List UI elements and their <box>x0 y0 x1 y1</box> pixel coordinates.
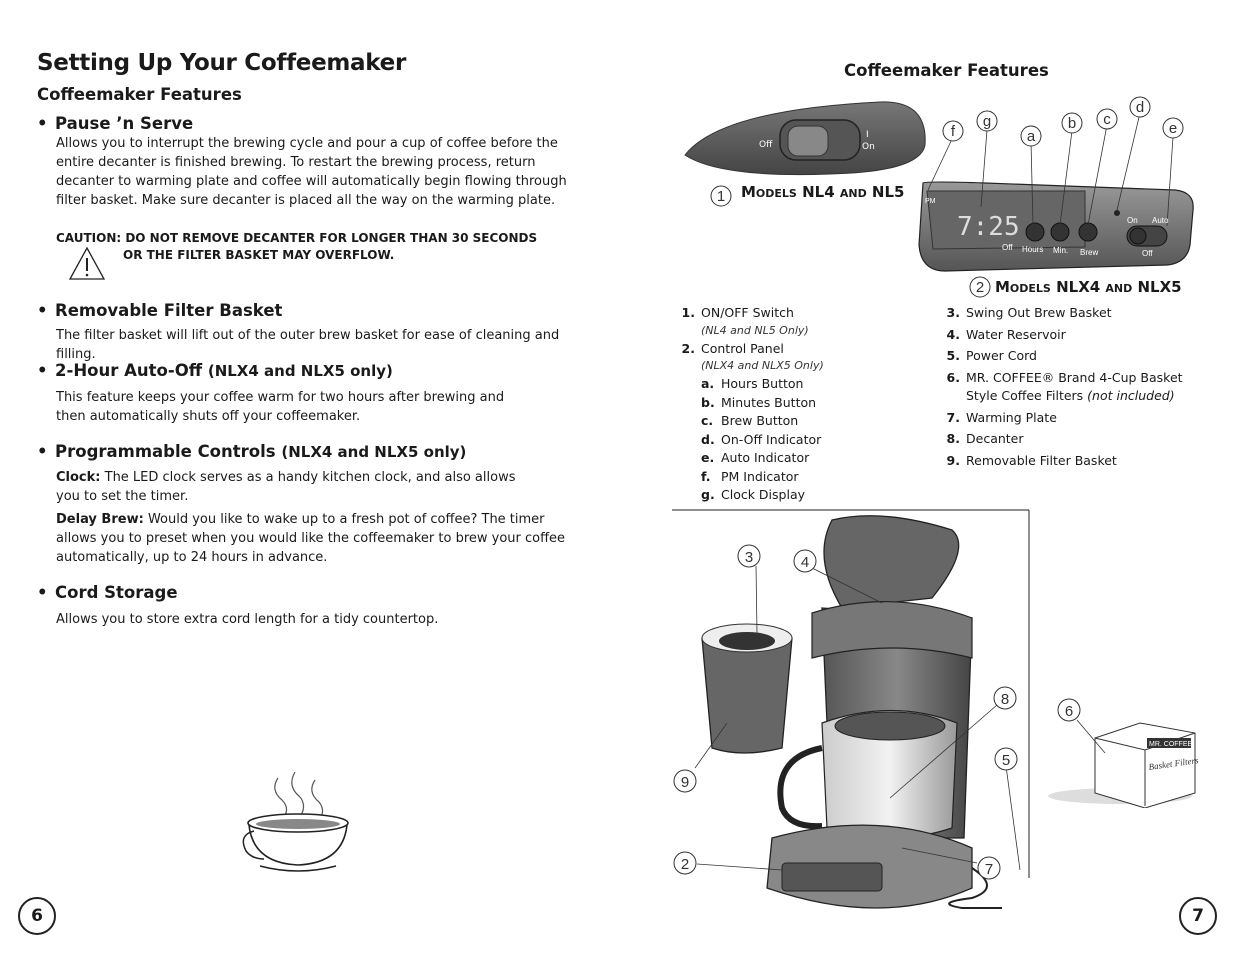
cord-storage-text: Allows you to store extra cord length for a tidy countertop. <box>56 612 439 627</box>
svg-text:2: 2 <box>680 856 690 873</box>
delay-brew-text: Delay Brew: Would you like to wake up to a fresh pot of coffee? The timer allows you to preset when you would like the coffeemaker to brew your coffee automatically, up to 24 hours in advance. <box>56 512 566 565</box>
feature-heading-pause-serve: • Pause ’n Serve <box>37 114 194 133</box>
section-subtitle: Coffeemaker Features <box>37 85 242 104</box>
svg-text:7:25: 7:25 <box>957 212 1020 242</box>
caution-line-2: OR THE FILTER BASKET MAY OVERFLOW. <box>123 248 395 262</box>
list-item: 9. Removable Filter Basket <box>946 452 1117 468</box>
feature-heading-auto-off: • 2-Hour Auto-Off (NLX4 and NLX5 only) <box>37 361 393 380</box>
svg-text:8: 8 <box>1000 691 1010 708</box>
filter-basket-text: The filter basket will lift out of the outer brew basket for ease of cleaning and filling. <box>56 328 560 362</box>
list-item: a. Hours Button <box>701 376 804 391</box>
list-item: f. PM Indicator <box>701 468 799 484</box>
list-item: 2. Control Panel <box>681 340 784 356</box>
control-panel-illustration <box>905 95 1205 280</box>
feature-heading-filter-basket: • Removable Filter Basket <box>37 301 283 320</box>
svg-text:5: 5 <box>1001 752 1011 769</box>
clock-text: Clock: The LED clock serves as a handy kitchen clock, and also allows you to set the timer. <box>56 470 516 504</box>
svg-text:7: 7 <box>984 861 994 878</box>
callout-circle-1 <box>709 184 733 208</box>
svg-text:d: d <box>1135 99 1145 116</box>
list-item: 4. Water Reservoir <box>946 326 1066 342</box>
on-off-switch-illustration <box>680 100 930 180</box>
svg-text:Auto: Auto <box>1152 216 1169 225</box>
list-item: 8. Decanter <box>946 431 1024 446</box>
warning-icon <box>68 246 106 282</box>
svg-text:f: f <box>950 123 956 140</box>
list-item: 7. Warming Plate <box>946 409 1057 425</box>
svg-text:4: 4 <box>800 554 810 571</box>
svg-text:b: b <box>1067 115 1077 132</box>
switch-off-label: Off <box>759 140 773 150</box>
svg-text:6: 6 <box>1064 703 1074 720</box>
list-item: 1. ON/OFF Switch <box>681 305 794 320</box>
svg-text:MR. COFFEE: MR. COFFEE <box>1149 741 1193 748</box>
svg-text:Off: Off <box>1142 249 1153 258</box>
switch-on-label: On <box>862 142 875 152</box>
right-page-title: Coffeemaker Features <box>844 61 1049 80</box>
svg-text:3: 3 <box>744 549 754 566</box>
model2-label: Models NLX4 and NLX5 <box>995 278 1182 296</box>
auto-off-text: This feature keeps your coffee warm for two hours after brewing and then automatically shuts off your coffeemaker. <box>56 390 505 424</box>
svg-text:1: 1 <box>716 188 726 205</box>
switch-on-mark: I <box>866 130 869 140</box>
page-title: Setting Up Your Coffeemaker <box>37 50 406 76</box>
filter-box-illustration <box>1045 698 1200 808</box>
svg-text:PM: PM <box>925 198 936 205</box>
parts-list-right: 3. Swing Out Brew Basket 4. Water Reservoir 5. Power Cord 6. MR. COFFEE® Brand 4-Cup Basket Style Coffee Filters (not included) 7. Warming Plate 8. Decanter 9. Removable Filter Basket <box>940 304 1200 470</box>
svg-text:2: 2 <box>975 279 985 296</box>
page-number-left: 6 <box>18 897 56 935</box>
list-item: 5. Power Cord <box>946 348 1037 363</box>
svg-text:a: a <box>1026 128 1036 145</box>
list-item: c. Brew Button <box>701 413 799 428</box>
svg-text:Off: Off <box>1002 243 1013 252</box>
model1-label: Models NL4 and NL5 <box>741 183 905 201</box>
pause-serve-text: Allows you to interrupt the brewing cycle and pour a cup of coffee before the entire decanter is finished brewing. To restart the brewing process, return decanter to warming plate and coffee will automatically begin flowing through filter basket. Make sure decanter is placed all the way on the warming plate. <box>56 136 567 208</box>
list-item: 3. Swing Out Brew Basket <box>946 305 1112 320</box>
svg-text:Min.: Min. <box>1053 246 1069 255</box>
svg-text:e: e <box>1168 120 1178 137</box>
list-item: d. On-Off Indicator <box>701 431 822 447</box>
svg-text:Brew: Brew <box>1080 248 1099 257</box>
page-number-right: 7 <box>1179 897 1217 935</box>
svg-text:c: c <box>1103 111 1111 128</box>
list-item: 6. MR. COFFEE® Brand 4-Cup Basket <box>946 369 1183 385</box>
feature-heading-programmable: • Programmable Controls (NLX4 and NLX5 only) <box>37 442 467 461</box>
svg-text:Basket Filters: Basket Filters <box>1147 755 1200 772</box>
feature-heading-cord-storage: • Cord Storage <box>37 583 178 602</box>
svg-text:On: On <box>1127 216 1138 225</box>
svg-text:g: g <box>982 113 992 130</box>
caution-line-1: CAUTION: DO NOT REMOVE DECANTER FOR LONGER THAN 30 SECONDS <box>56 231 538 245</box>
callout-circle-2-model <box>968 275 992 299</box>
coffee-cup-illustration <box>240 768 355 878</box>
list-item: e. Auto Indicator <box>701 450 810 465</box>
list-item: g. Clock Display <box>701 487 806 502</box>
list-item: b. Minutes Button <box>701 394 817 410</box>
svg-text:Hours: Hours <box>1022 245 1044 254</box>
parts-list-left: 1. ON/OFF Switch (NL4 and NL5 Only) 2. Control Panel (NLX4 and NLX5 Only) a. Hours Button b. Minutes Button c. Brew Button d. On-Off Indicator e. Auto Indicator f. PM Indicator g. Clock Display <box>675 304 915 505</box>
coffeemaker-illustration <box>672 508 1037 928</box>
svg-text:9: 9 <box>680 774 690 791</box>
sublist <box>701 375 915 505</box>
